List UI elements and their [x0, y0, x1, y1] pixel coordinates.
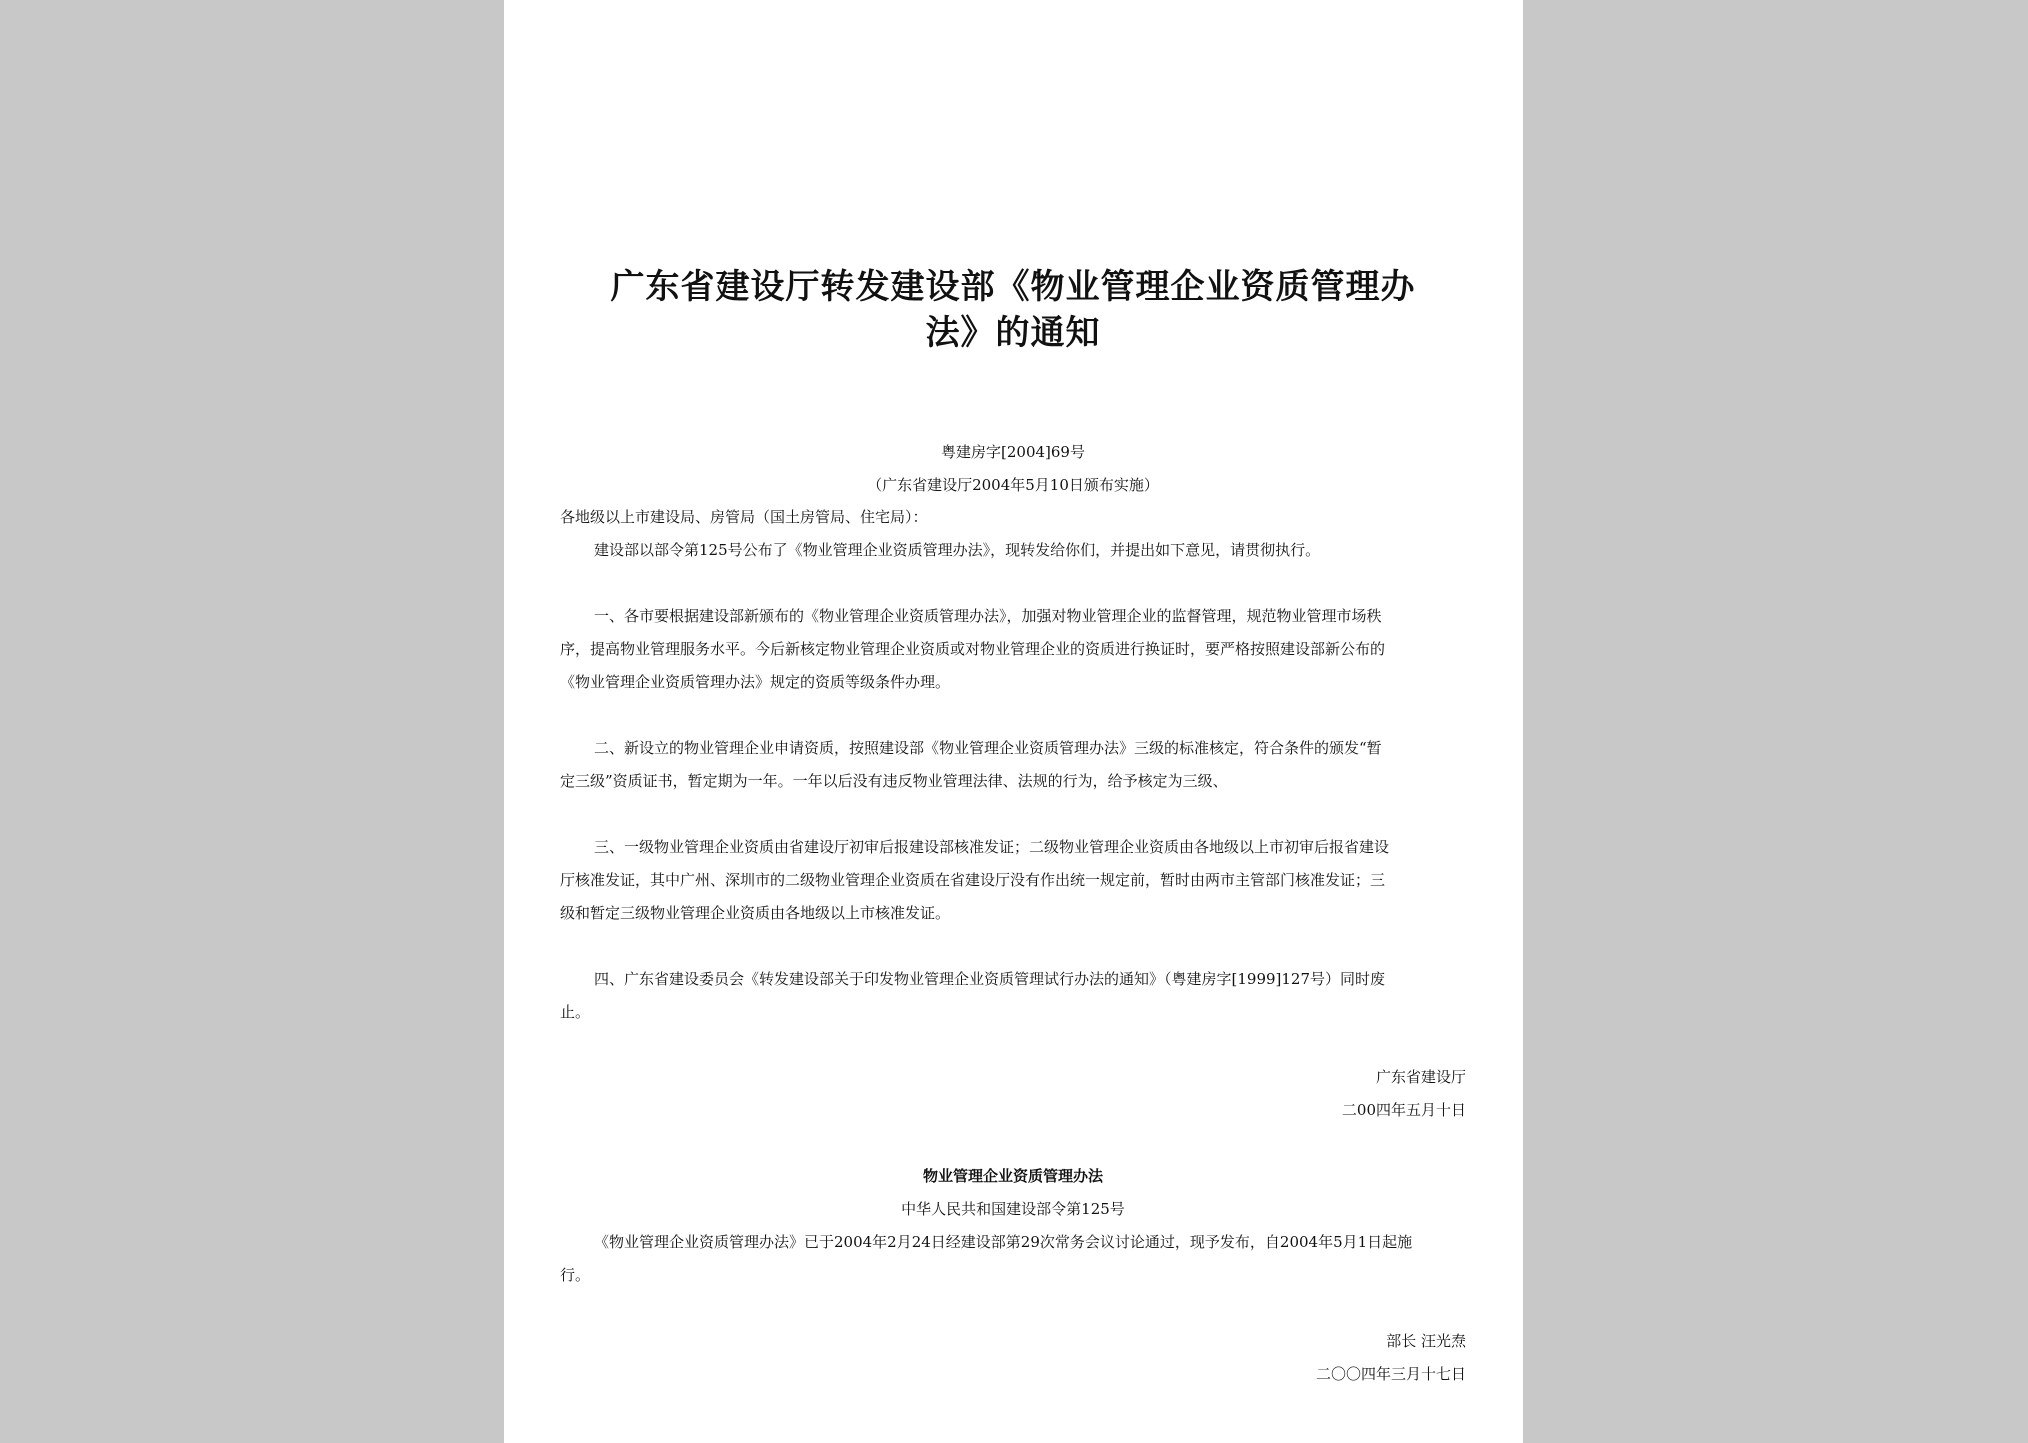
addressee: 各地级以上市建设局、房管局（国土房管局、住宅局）： — [560, 508, 928, 526]
item-3-line-3: 级和暂定三级物业管理企业资质由各地级以上市核准发证。 — [560, 904, 951, 922]
sub-title: 物业管理企业资质管理办法 — [922, 1167, 1103, 1185]
sub-intro-line-2: 行。 — [560, 1266, 591, 1284]
item-4-line-1: 四、广东省建设委员会《转发建设部关于印发物业管理企业资质管理试行办法的通知》（粤建房字[1999]127号）同时废 — [594, 970, 1386, 988]
minister-date: 二〇〇四年三月十七日 — [1315, 1365, 1466, 1383]
item-1-line-1: 一、各市要根据建设部新颁布的《物业管理企业资质管理办法》，加强对物业管理企业的监督管理，规范物业管理市场秩 — [594, 607, 1382, 625]
sub-intro-line-1: 《物业管理企业资质管理办法》已于2004年2月24日经建设部第29次常务会议讨论通过，现予发布，自2004年5月1日起施 — [594, 1233, 1413, 1251]
item-2-line-2: 定三级”资质证书，暂定期为一年。一年以后没有违反物业管理法律、法规的行为，给予核定为三级、 — [560, 772, 1228, 790]
sign-date: 二00四年五月十日 — [1341, 1101, 1466, 1119]
issued-note: （广东省建设厅2004年5月10日颁布实施） — [867, 476, 1159, 494]
document-page — [504, 0, 1523, 1443]
signer: 广东省建设厅 — [1375, 1068, 1466, 1086]
title-line-2: 法》的通知 — [925, 313, 1101, 353]
item-2-line-1: 二、新设立的物业管理企业申请资质，按照建设部《物业管理企业资质管理办法》三级的标准核定，符合条件的颁发“暂 — [594, 739, 1382, 757]
item-1-line-3: 《物业管理企业资质管理办法》规定的资质等级条件办理。 — [560, 673, 951, 691]
item-4-line-2: 止。 — [560, 1003, 591, 1021]
item-1-line-2: 序，提高物业管理服务水平。今后新核定物业管理企业资质或对物业管理企业的资质进行换证时，要严格按照建设部新公布的 — [560, 640, 1386, 658]
intro-paragraph: 建设部以部令第125号公布了《物业管理企业资质管理办法》，现转发给你们，并提出如下意见，请贯彻执行。 — [594, 541, 1321, 559]
title-line-1: 广东省建设厅转发建设部《物业管理企业资质管理办 — [610, 267, 1416, 307]
item-3-line-2: 厅核准发证，其中广州、深圳市的二级物业管理企业资质在省建设厅没有作出统一规定前，暂时由两市主管部门核准发证；三 — [560, 871, 1386, 889]
document-title — [560, 264, 1466, 356]
doc-number: 粤建房字[2004]69号 — [941, 443, 1085, 461]
minister-signature: 部长 汪光焘 — [1386, 1332, 1466, 1350]
decree-number: 中华人民共和国建设部令第125号 — [901, 1200, 1125, 1218]
item-3-line-1: 三、一级物业管理企业资质由省建设厅初审后报建设部核准发证；二级物业管理企业资质由各地级以上市初审后报省建设 — [594, 838, 1390, 856]
